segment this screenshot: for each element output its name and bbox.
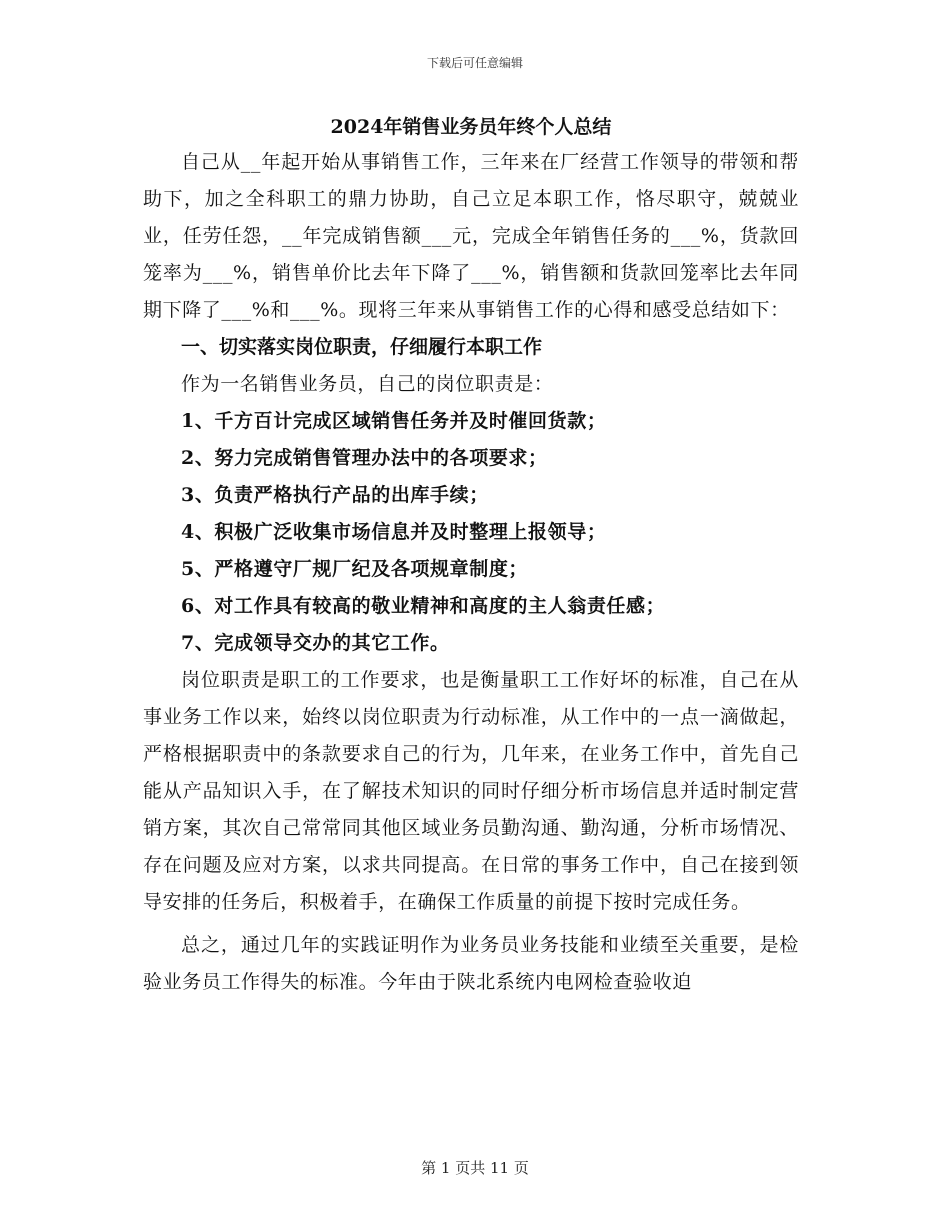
intro-paragraph: 自己从__年起开始从事销售工作，三年来在厂经营工作领导的带领和帮助下，加之全科职工的鼎力协助，自己立足本职工作，恪尽职守，兢兢业业，任劳任怨，__年完成销售额___元，完成全年销售任务的___%，货款回笼率为___%，销售单价比去年下降了___%，销售额和货款回笼率比去年同期下降了___%和___%。现将三年来从事销售工作的心得和感受总结如下：: [143, 151, 799, 321]
duties-paragraph: 岗位职责是职工的工作要求，也是衡量职工工作好坏的标准，自己在从事业务工作以来，始终以岗位职责为行动标准，从工作中的一点一滴做起，严格根据职责中的条款要求自己的行为，几年来，在业务工作中，首先自己能从产品知识入手，在了解技术知识的同时仔细分析市场信息并适时制定营销方案，其次自己常常同其他区域业务员勤沟通、勤沟通，分析市场情况、存在问题及应对方案，以求共同提高。在日常的事务工作中，自己在接到领导安排的任务后，积极着手，在确保工作质量的前提下按时完成任务。: [143, 669, 799, 913]
duty-item: 7、完成领导交办的其它工作。: [181, 632, 450, 654]
document-body: [143, 110, 799, 1001]
duty-item: 1、千方百计完成区域销售任务并及时催回货款；: [181, 410, 607, 432]
duties-list: [143, 403, 799, 662]
section-heading: 一、切实落实岗位职责，仔细履行本职工作: [181, 336, 543, 358]
page-footer: 第 1 页共 11 页: [421, 1159, 529, 1177]
duties-intro: 作为一名销售业务员，自己的岗位职责是：: [181, 373, 554, 395]
document-title: 2024年销售业务员年终个人总结: [330, 116, 612, 138]
summary-paragraph: 总之，通过几年的实践证明作为业务员业务技能和业绩至关重要，是检验业务员工作得失的标准。今年由于陕北系统内电网检查验收迫: [143, 934, 799, 993]
duty-item: 6、对工作具有较高的敬业精神和高度的主人翁责任感；: [181, 595, 666, 617]
duty-item: 5、严格遵守厂规厂纪及各项规章制度；: [181, 558, 529, 580]
duty-item: 4、积极广泛收集市场信息并及时整理上报领导；: [181, 521, 607, 543]
duty-item: 2、努力完成销售管理办法中的各项要求；: [181, 447, 548, 469]
duty-item: 3、负责严格执行产品的出库手续；: [181, 484, 489, 506]
header-note: 下载后可任意编辑: [426, 56, 523, 70]
